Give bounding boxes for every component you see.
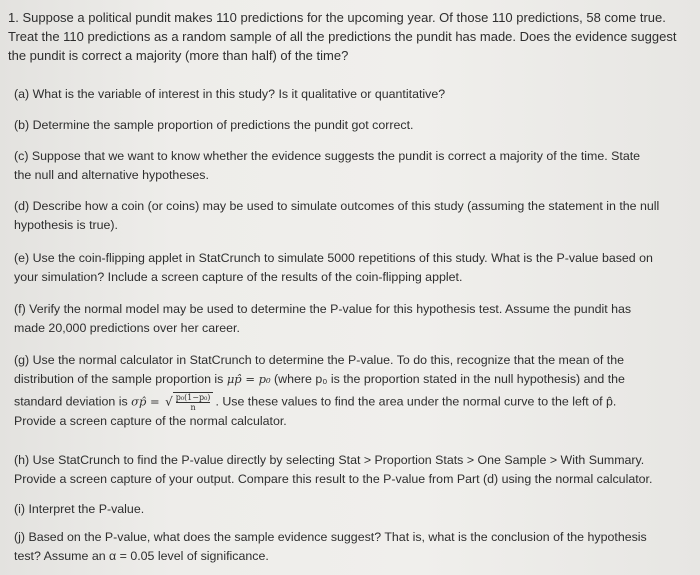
part-a [14,85,445,104]
part-i-text: (i) Interpret the P-value. [14,502,145,516]
part-g [14,351,625,431]
part-c-line-2: the null and alternative hypotheses. [14,168,209,182]
sd-fraction [173,392,214,412]
part-c [14,147,640,185]
question-1 [8,8,698,65]
part-g-line-3-start: standard deviation is [14,394,132,409]
part-j-line-2: test? Assume an α = 0.05 level of significance. [14,549,269,563]
question-line-3: the pundit is correct a majority (more than half) of the time? [8,48,349,63]
question-line-1: 1. Suppose a political pundit makes 110 predictions for the upcoming year. Of those 110 predictions, 58 come true. [8,10,666,25]
part-f-line-2: made 20,000 predictions over her career. [14,321,240,335]
part-b-text: (b) Determine the sample proportion of predictions the pundit got correct. [14,118,414,132]
part-c-line-1: (c) Suppose that we want to know whether the evidence suggests the pundit is correct a majority of the time. State [14,149,641,163]
part-g-line-3-end: . Use these values to find the area under the normal curve to the left of p̂. [215,394,617,409]
sd-fraction-denominator: n [190,403,196,412]
part-e [14,249,653,287]
mean-formula: μp̂ = p₀ [226,372,271,386]
part-h [14,451,652,489]
part-a-text: (a) What is the variable of interest in this study? Is it qualitative or quantitative? [14,87,446,101]
part-b [14,116,413,135]
part-f-line-1: (f) Verify the normal model may be used to determine the P-value for this hypothesis test. Assume the pundit has [14,302,632,316]
part-f [14,300,631,338]
part-g-line-3 [14,392,625,412]
part-j [14,528,647,566]
part-g-line-2-start: distribution of the sample proportion is [14,372,227,386]
part-j-line-1: (j) Based on the P-value, what does the sample evidence suggest? That is, what is the conclusion of the hypothesis [14,530,647,544]
question-line-2: Treat the 110 predictions as a random sample of all the predictions the pundit has made. Does the evidence suggest [8,29,677,44]
part-h-line-1: (h) Use StatCrunch to find the P-value directly by selecting Stat > Proportion Stats > One Sample > With Summary. [14,453,645,467]
part-i [14,500,144,519]
part-d-line-1: (d) Describe how a coin (or coins) may be used to simulate outcomes of this study (assuming the statement in the null [14,199,660,213]
sd-formula: σp̂ = [131,394,160,409]
part-g-line-4: Provide a screen capture of the normal calculator. [14,414,287,428]
part-g-line-2-end: (where p₀ is the proportion stated in the null hypothesis) and the [270,372,625,386]
part-d-line-2: hypothesis is true). [14,218,118,232]
part-e-line-2: your simulation? Include a screen capture of the results of the coin-flipping applet. [14,270,463,284]
sd-fraction-numerator: p₀(1−p₀) [175,393,211,402]
sqrt-expression: √ $\frac{\text{p₀(1−p₀)}}{n}$ [165,392,213,412]
part-d [14,197,659,235]
part-g-line-2 [14,370,625,389]
part-g-line-1: (g) Use the normal calculator in StatCrunch to determine the P-value. To do this, recognize that the mean of the [14,353,624,367]
part-h-line-2: Provide a screen capture of your output. Compare this result to the P-value from Part (d) using the normal calculator. [14,472,653,486]
part-e-line-1: (e) Use the coin-flipping applet in StatCrunch to simulate 5000 repetitions of this study. What is the P-value based on [14,251,653,265]
